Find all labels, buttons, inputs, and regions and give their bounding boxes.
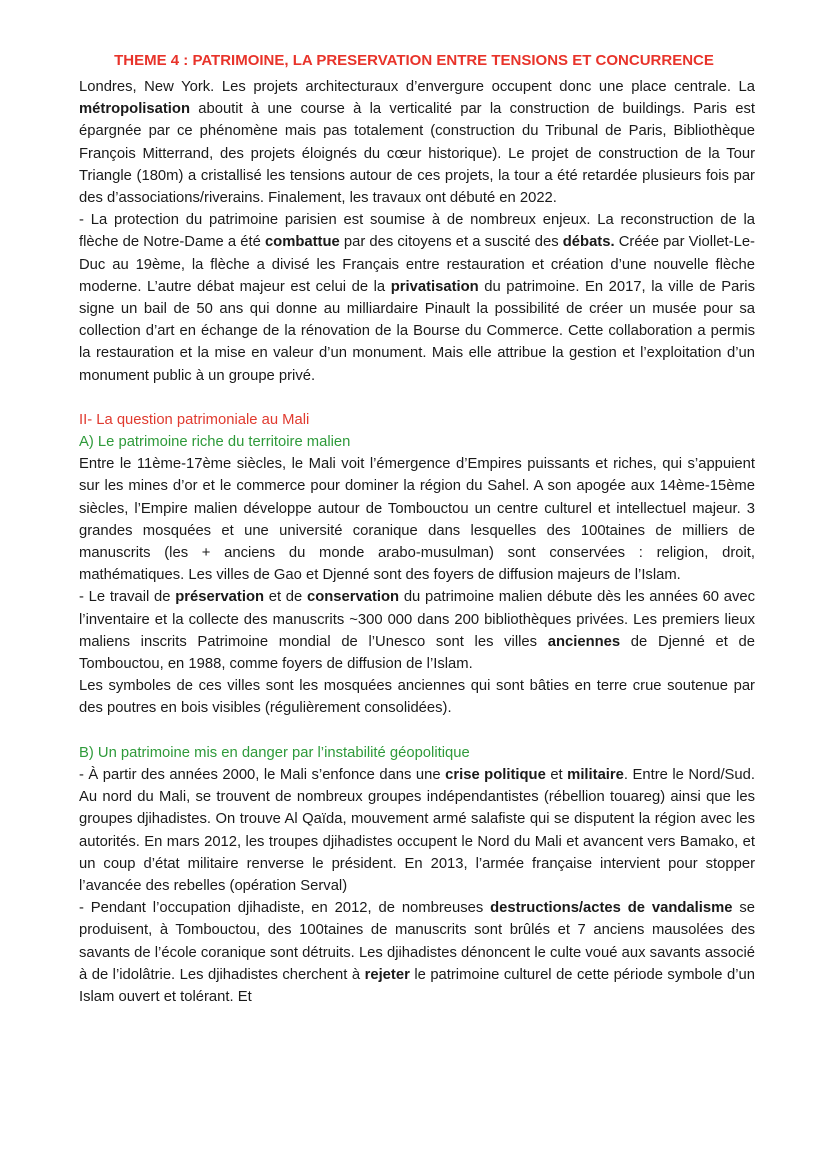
bold-term: crise politique (445, 766, 546, 783)
text-run: et (545, 766, 568, 783)
text-run: le patrimoine culturel de cette période symbole d’un Islam ouvert et tolérant. Et (79, 966, 755, 1005)
text-run: . Entre le Nord/Sud. Au nord du Mali, se trouvent de nombreux groupes indépendantistes (rébellion touareg) ainsi que les groupes djihadistes. On trouve Al Qaïda, mouvement armé salafiste qui se disputent la région avec les autorités. En mars 2012, les troupes djihadistes occupent le Nord du Mali et avancent vers Bamako, et un coup d’état militaire renverse le président. En 2013, l’armée française intervient pour stopper l’avancée des rebelles (opération Serval) (79, 766, 755, 894)
bold-term: combattue (264, 234, 340, 251)
text-run: Londres, New York. Les projets architecturaux d’envergure occupent donc une place centrale. La (79, 79, 755, 95)
text-run: du patrimoine malien débute dès les années 60 avec l’inventaire et la collecte des manuscrits ~300 000 dans 200 bibliothèques privées. Les premiers lieux maliens inscrits Patrimoine mondial de l’Unesco sont les villes (79, 589, 756, 650)
text-run: - La protection du patrimoine parisien est soumise à de nombreux enjeux. La reconstruction de la flèche de Notre-Dame a été (79, 212, 755, 251)
text-run: - Pendant l’occupation djihadiste, en 2012, de nombreuses (79, 900, 491, 917)
text-run: - Le travail de (79, 589, 176, 606)
text-run: par des citoyens et a suscité des (339, 234, 563, 251)
bold-term: débats. (562, 234, 615, 251)
text-run: de Djenné et de Tombouctou, en 1988, comme foyers de diffusion de l’Islam. (79, 633, 756, 673)
text-run: du patrimoine. En 2017, la ville de Paris signe un bail de 50 ans qui donne au milliardaire Pinault la possibilité de créer un musée pour sa collection d’art en échange de la rénovation de la Bourse du Commerce. Cette collaboration a permis la restauration et la mise en valeur d’un monument. Mais elle attribue la gestion et l’exploitation d’un monument public à un groupe privé. (79, 278, 755, 384)
spacer (79, 720, 755, 742)
bold-term: anciennes (547, 633, 621, 650)
text-run: - À partir des années 2000, le Mali s’enfonce dans une (79, 766, 446, 783)
bold-term: militaire (567, 766, 624, 783)
subsection-heading-a: A) Le patrimoine riche du territoire malien (79, 434, 351, 451)
spacer (79, 387, 755, 409)
bold-term: préservation (175, 589, 265, 606)
paragraph-notre-dame (79, 209, 755, 387)
bold-term: rejeter (364, 966, 410, 983)
paragraph-metropolisation (79, 76, 755, 209)
paragraph-mosques: Les symboles de ces villes sont les mosquées anciennes qui sont bâties en terre crue soutenue par des poutres en bois visibles (régulièrement consolidées). (79, 678, 755, 717)
paragraph-empires: Entre le 11ème-17ème siècles, le Mali voit l’émergence d’Empires puissants et riches, qui s’appuient sur les mines d’or et le commerce pour dominer la région du Sahel. A son apogée aux 14ème-15ème siècles, l’Empire malien développe autour de Tombouctou un centre culturel et intellectuel majeur. 3 grandes mosquées et une université coranique dans lesquelles des 100taines de milliers de manuscrits (les + anciens du monde arabo-musulman) sont conservées : religion, droit, mathématiques. Les villes de Gao et Djenné sont des foyers de diffusion majeurs de l’Islam. (79, 456, 755, 584)
document-body (79, 76, 755, 1008)
text-run: aboutit à une course à la verticalité par la construction de buildings. Paris est épargnée par ce phénomène mais pas totalement (construction du Tribunal de Paris, Bibliothèque François Mitterrand, des projets éloignés du cœur historique). Le projet de construction de la Tour Triangle (180m) a cristallisé les tensions autour de ces projets, la tour a été retardée plusieurs fois par des d’associations/riverains. Finalement, les travaux ont débuté en 2022. (79, 101, 755, 207)
paragraph-preservation (79, 586, 755, 675)
page-title: THEME 4 : PATRIMOINE, LA PRESERVATION ENTRE TENSIONS ET CONCURRENCE (114, 52, 714, 69)
text-run: et de (264, 589, 307, 606)
subsection-heading-b: B) Un patrimoine mis en danger par l’instabilité géopolitique (79, 744, 470, 761)
bold-term: privatisation (390, 278, 479, 295)
bold-term: destructions/actes de vandalisme (490, 900, 733, 917)
paragraph-destructions (79, 897, 755, 1008)
bold-term: conservation (307, 589, 400, 606)
section-heading: II- La question patrimoniale au Mali (79, 411, 310, 428)
bold-term: métropolisation (79, 101, 190, 118)
text-run: Créée par Viollet-Le-Duc au 19ème, la flèche a divisé les Français entre restauration et création d’une nouvelle flèche moderne. L’autre débat majeur est celui de la (79, 234, 755, 295)
text-run: se produisent, à Tombouctou, des 100taines de manuscrits sont brûlés et 7 anciens mausolées des savants de l’école coranique sont détruits. Les djihadistes dénoncent le culte voué aux savants associé à de l’idolâtrie. Les djihadistes cherchent à (79, 900, 755, 983)
paragraph-crisis (79, 764, 755, 897)
